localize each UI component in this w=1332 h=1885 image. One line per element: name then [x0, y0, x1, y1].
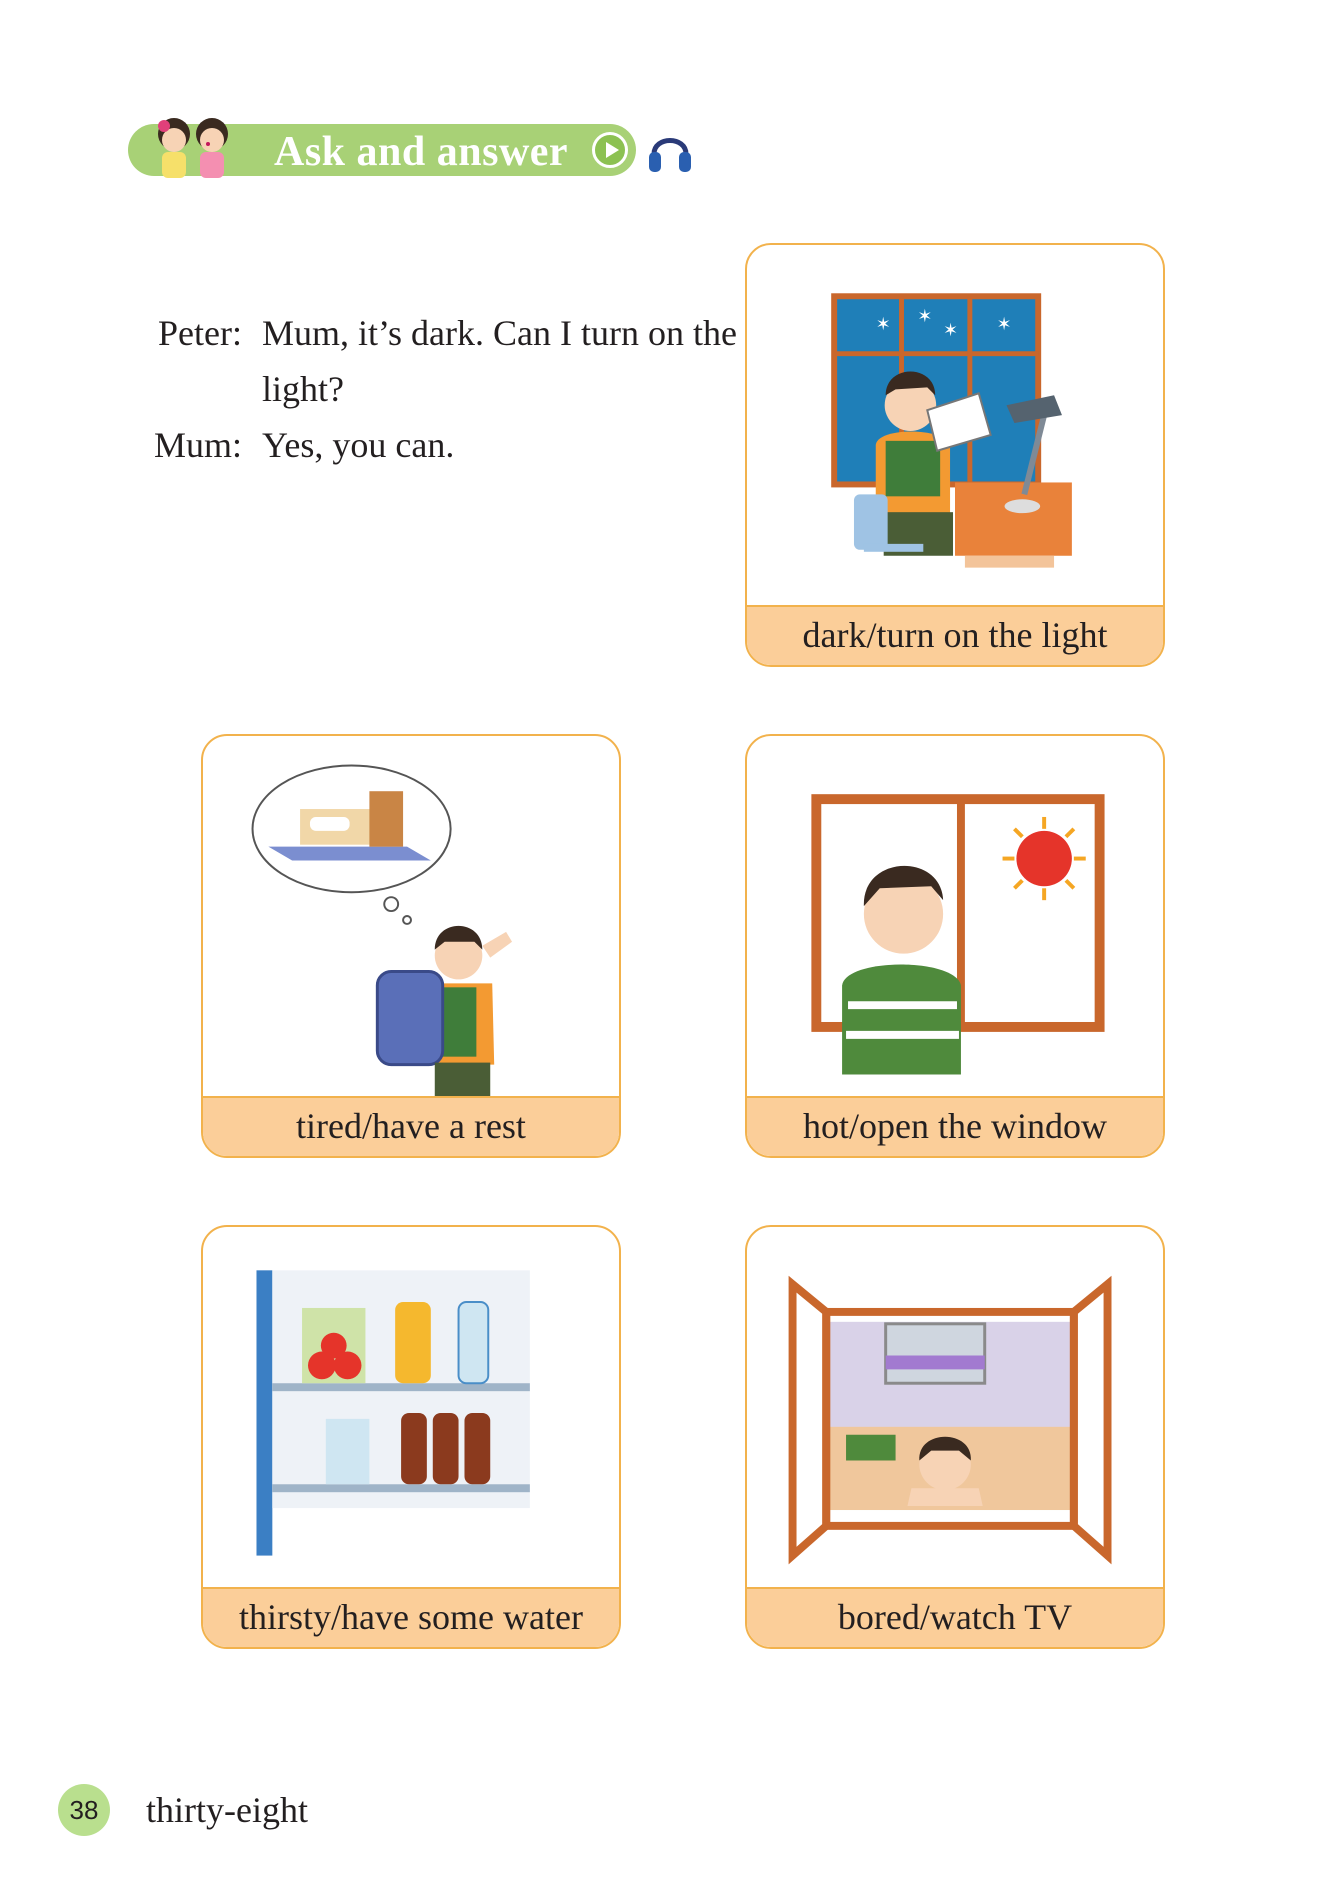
bored-girl-illustration	[747, 1227, 1163, 1589]
page-number-word: thirty-eight	[146, 1790, 308, 1830]
card-caption: bored/watch TV	[747, 1587, 1163, 1647]
picture-card	[745, 243, 1165, 667]
svg-text:✶: ✶	[996, 313, 1012, 335]
fridge-drinks-illustration	[203, 1227, 619, 1589]
dialogue-text: Mum, it’s dark. Can I turn on the light?	[262, 313, 737, 409]
tired-boy-illustration	[203, 736, 619, 1098]
boy-reading-illustration	[747, 245, 1163, 607]
dialogue	[150, 305, 742, 473]
speaker-name: Peter:	[158, 313, 242, 353]
headphones-icon[interactable]	[648, 128, 692, 174]
svg-text:✶: ✶	[875, 313, 891, 335]
svg-text:✶: ✶	[943, 319, 959, 341]
card-caption: hot/open the window	[747, 1096, 1163, 1156]
picture-card	[201, 1225, 621, 1649]
dialogue-line	[150, 305, 742, 417]
hot-boy-window-illustration	[747, 736, 1163, 1098]
card-caption: thirsty/have some water	[203, 1587, 619, 1647]
page-number-badge: 38	[58, 1784, 110, 1836]
card-caption: dark/turn on the light	[747, 605, 1163, 665]
dialogue-line	[150, 417, 742, 473]
section-title: Ask and answer	[274, 129, 569, 175]
picture-card	[745, 1225, 1165, 1649]
svg-text:✶: ✶	[917, 306, 933, 327]
speaker-name: Mum:	[153, 425, 242, 465]
picture-card	[745, 734, 1165, 1158]
dialogue-text: Yes, you can.	[262, 425, 455, 465]
section-banner	[128, 124, 636, 176]
card-caption: tired/have a rest	[203, 1096, 619, 1156]
picture-card	[201, 734, 621, 1158]
play-arrow-icon[interactable]	[592, 132, 628, 168]
children-icon	[128, 112, 248, 182]
